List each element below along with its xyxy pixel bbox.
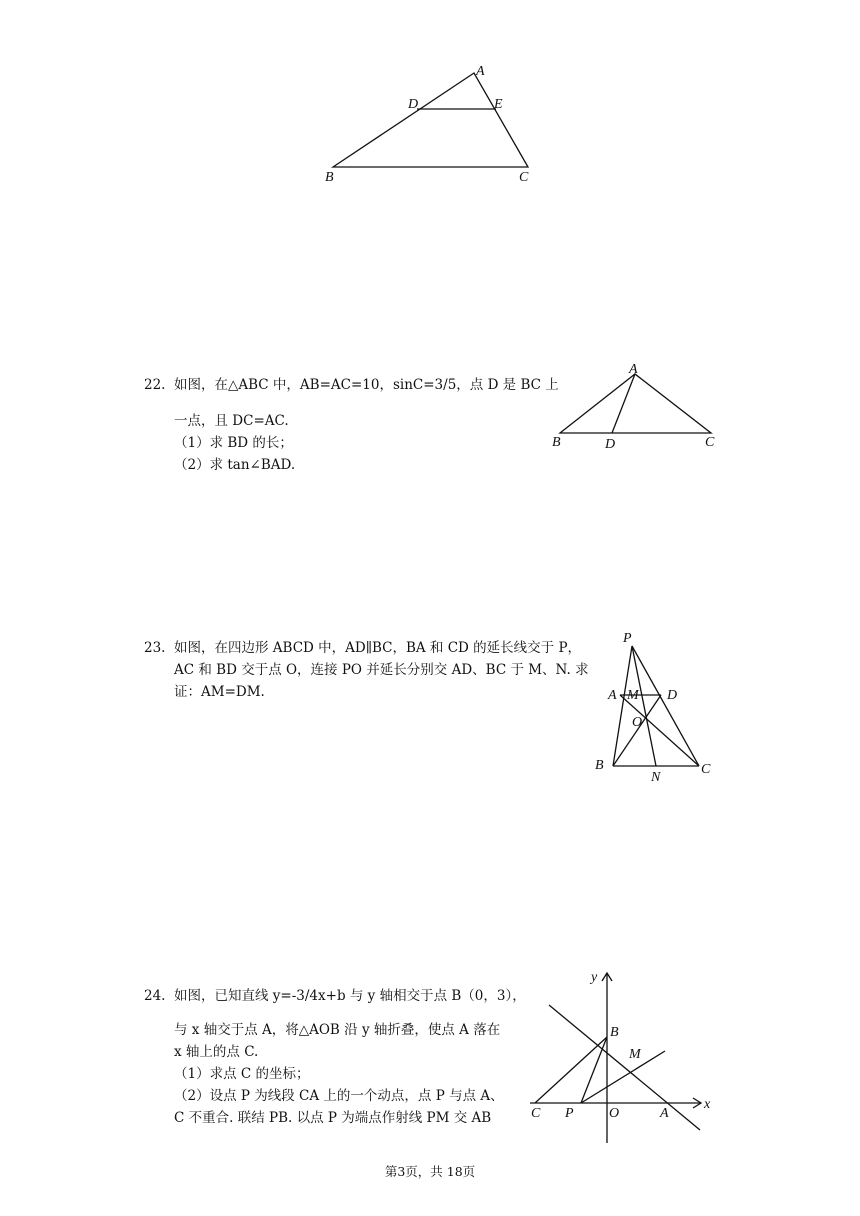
label-c: C [519,170,529,185]
label-y: y [591,970,598,985]
problem-part-2: （2）求 tan∠BAD. [174,457,296,473]
problem-text-line: 一点，且 DC=AC. [174,413,289,429]
line-pc [632,646,699,766]
problem-24 [144,985,534,1135]
label-c: C [705,435,715,450]
label-m: M [627,688,639,703]
problem-text-line: C 不重合. 联结 PB. 以点 P 为端点作射线 PM 交 AB [174,1110,492,1126]
problem-number: 24. [144,988,166,1004]
line-pb [613,646,632,766]
problem-text-line: AC 和 BD 交于点 O，连接 PO 并延长分别交 AD、BC 于 M、N. 求 [174,662,589,678]
label-d: D [667,688,678,703]
figure-23-quadrilateral [588,628,723,788]
label-e: E [494,97,503,112]
label-m: M [629,1047,641,1062]
label-o: O [632,715,643,730]
label-p: P [623,631,632,646]
problem-part-1: （1）求点 C 的坐标； [174,1066,310,1082]
problem-number: 22. [144,377,166,393]
figure-21-triangle [310,55,560,195]
label-p: P [565,1106,574,1121]
problem-text-line: x 轴上的点 C. [174,1044,259,1060]
segment-ac [620,695,699,766]
problem-text-line: 如图，在△ABC 中，AB=AC=10，sinC=3/5，点 D 是 BC 上 [174,377,559,393]
problem-22 [144,374,559,474]
triangle-abc [560,374,711,433]
label-a: A [608,688,617,703]
label-b: B [552,435,561,450]
problem-text-line: 如图，已知直线 y=-3/4x+b 与 y 轴相交于点 B（0，3）， [174,988,526,1004]
label-x: x [704,1097,711,1112]
label-a: A [476,64,485,79]
problem-part-2: （2）设点 P 为线段 CA 上的一个动点，点 P 与点 A、 [174,1088,504,1104]
label-n: N [651,770,661,785]
segment-pn [632,646,656,766]
label-b: B [595,758,604,773]
figure-24-coordinate [525,965,725,1145]
problem-text-line: 证：AM=DM. [174,684,265,700]
problem-part-1: （1）求 BD 的长； [174,435,293,451]
triangle-abc [333,73,528,167]
label-a: A [629,362,638,377]
problem-23 [144,637,594,712]
label-c: C [531,1106,541,1121]
page-footer: 第3页，共 18页 [384,1164,476,1179]
problem-text-line: 如图，在四边形 ABCD 中，AD∥BC，BA 和 CD 的延长线交于 P， [174,640,582,656]
label-b: B [325,170,334,185]
label-c: C [701,762,711,777]
problem-number: 23. [144,640,166,656]
label-a: A [660,1106,669,1121]
problem-text-line: 与 x 轴交于点 A，将△AOB 沿 y 轴折叠，使点 A 落在 [174,1022,501,1038]
segment-pb [581,1037,607,1103]
label-o: O [609,1106,620,1121]
label-d: D [408,97,419,112]
label-b: B [610,1025,619,1040]
label-d: D [605,437,616,452]
figure-22-triangle [545,360,725,455]
ray-pm [581,1051,665,1103]
